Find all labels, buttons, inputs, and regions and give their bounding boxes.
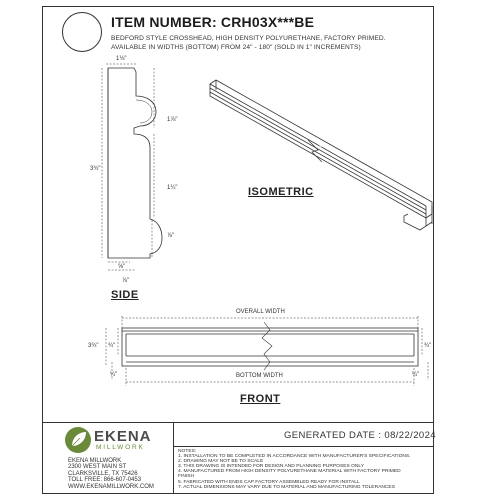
front-left-bottom-step-dim: ¼" <box>110 372 118 378</box>
footer-vertical-divider <box>173 422 174 494</box>
isometric-view-label: ISOMETRIC <box>248 186 314 198</box>
item-description: BEDFORD STYLE CROSSHEAD, HIGH DENSITY POLYURETHANE, FACTORY PRIMED. AVAILABLE IN WIDTHS (BOTTOM) FROM 24" - 180" (SOLD IN 1" INCREMENTS) <box>111 35 386 51</box>
notes-line: NOTES: <box>178 449 197 454</box>
address-line: 2300 WEST MAIN ST <box>68 464 127 471</box>
notes-line: 4. MANUFACTURED FROM HIGH DENSITY POLYURETHANE MATERIAL WITH FACTORY PRIMED <box>178 469 401 475</box>
side-view-label: SIDE <box>111 289 139 301</box>
logo-subtitle: MILLWORK <box>96 444 145 451</box>
side-dimension-lines <box>102 64 154 270</box>
notes-line: 7. ACTUAL DIMENSIONS MAY VARY DUE TO MATERIAL AND MANUFACTURING TOLERANCES <box>178 484 395 490</box>
notes-divider <box>173 446 434 447</box>
front-height-dim: 3¾" <box>88 343 99 349</box>
front-view-label: FRONT <box>240 393 281 405</box>
side-upper-height-dim: 1⅞" <box>167 117 178 123</box>
ekena-logo-icon <box>65 427 91 453</box>
front-right-bottom-step-dim: ¼" <box>412 372 420 378</box>
item-number-title: ITEM NUMBER: CRH03X***BE <box>111 14 315 30</box>
front-elevation <box>122 322 418 370</box>
notes-line: 3. THIS DRAWING IS INTENDED FOR DESIGN AND PLANNING PURPOSES ONLY <box>178 464 365 470</box>
side-bottom-inner-dim: ⅝" <box>118 264 126 270</box>
notes-line: 1. INSTALLATION TO BE COMPLETED IN ACCORDANCE WITH MANUFACTURER'S SPECIFICATIONS. <box>178 454 411 460</box>
address-line: TOLL FREE: 866-607-0453 <box>68 477 142 484</box>
side-overall-height-dim: 3¾" <box>90 166 101 172</box>
address-line: CLARKSVILLE, TX 75426 <box>68 470 138 477</box>
notes-line: 5. FABRICATED WITH ENDS CAP FACTORY ASSEMBLED READY FOR INSTALL <box>178 479 360 485</box>
isometric-beam <box>210 80 432 230</box>
front-overall-width-dim: OVERALL WIDTH <box>236 309 285 315</box>
generated-date: GENERATED DATE : 08/22/2024 <box>284 430 436 441</box>
notes-block <box>178 449 428 490</box>
side-lower-height-dim: ⅞" <box>167 233 175 239</box>
front-right-top-step-dim: ¾" <box>424 343 432 349</box>
side-top-width-dim: 1⅛" <box>116 56 127 62</box>
company-address <box>68 458 154 490</box>
side-bottom-width-dim: ⅞" <box>122 278 130 284</box>
address-line: EKENA MILLWORK <box>68 458 122 464</box>
logo-wordmark: EKENA <box>94 428 152 445</box>
footer-divider <box>42 422 434 423</box>
front-left-top-step-dim: ¾" <box>108 343 116 349</box>
front-bottom-width-dim: BOTTOM WIDTH <box>236 373 283 379</box>
side-middle-height-dim: 1¼" <box>167 185 178 191</box>
notes-line: 2. DRAWING MAY NOT BE TO SCALE <box>178 459 264 465</box>
notes-line: FINISH <box>178 474 195 480</box>
website-link[interactable]: WWW.EKENAMILLWORK.COM <box>68 483 154 490</box>
